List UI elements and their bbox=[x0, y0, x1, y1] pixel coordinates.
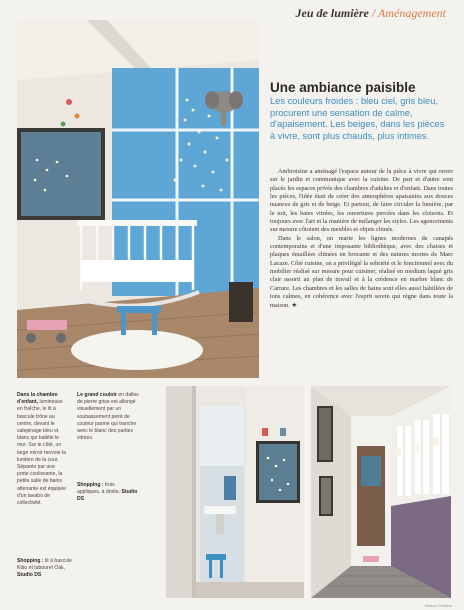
corridor-caption bbox=[77, 392, 139, 442]
shopping-label: Shopping : bbox=[17, 558, 44, 564]
section-header bbox=[296, 6, 446, 21]
article-title: Une ambiance paisible bbox=[270, 80, 416, 95]
child-bedroom-photo bbox=[17, 20, 259, 378]
shopping-caption-lights bbox=[77, 482, 139, 504]
child-room-caption bbox=[17, 392, 67, 507]
caption-heading: Le grand couloir bbox=[77, 392, 117, 398]
shopping-text: trois appliques, à droite, bbox=[77, 482, 121, 496]
bathroom-illustration bbox=[166, 386, 304, 598]
bathroom-photo bbox=[166, 386, 304, 598]
body-paragraph: Dans le salon, on marie les lignes modernes de canapés contemporains et d'une imposante bibliothèque, avec des chaises et plaques émaillées chinées en brocante et des natures mortes de Marc Lacaze. Côté cuisine, on a privilégié la sobriété et le fonctionnel avec du mobilier réalisé sur mesure pour cuisiner, réalisé en medium laqué gris clair assorti au plan de travail et à la crédence en marbre blanc de Carrare. Les chambres et les salles de bains sont elles aussi habillées de tons calmes, en cohérence avec l'esprit serein qui règne dans toute la maison. ★ bbox=[270, 234, 453, 309]
shopping-caption-crib bbox=[17, 558, 77, 580]
shopping-label: Shopping : bbox=[77, 482, 104, 488]
body-paragraph: Ambroisine a aménagé l'espace autour de la pièce à vivre qui ouvre sur le jardin et communique avec la cuisine. De part et d'autre sont placés les espaces privés des chambres d'adultes et d'enfant. Dans toutes les pièces, l'idée était de créer des atmosphères apaisantes aux douces nuances de gris et de beige. Et partout, de faire circuler la lumière, par le toit, les baies vitrées, les ouvertures percées dans les cloisons. Et toujours avec l'art et la manière de mélanger les styles. Les agencements sur mesure côtoient des meubles et objets chinés. bbox=[270, 168, 453, 234]
caption-heading: Dans la chambre d'enfant, bbox=[17, 392, 58, 406]
caption-text: lumineuse en fraîche, le lit à bascule trône au centre, devant le calepinage bleu et blanc qui habille le mur. Sur le côté, un large miroir renvoie la lumière de la cour. Séparée par une porte coulissante, la petite salle de bains attenante est équipée d'un lavabo de collectivité. bbox=[17, 399, 66, 507]
caption-text: en dalles de pierre grise est allongé visuellement par un soubassement peint de couleur parme qui tranche avec le blanc des parties vitrées. bbox=[77, 392, 139, 442]
shopping-brand: Studio DS bbox=[17, 572, 42, 579]
article-lead: Les couleurs froides : bleu ciel, gris bleu, procurent une sensation de calme, d'apaisement. Les beiges, dans les pièces à vivre, sont plus chauds, plus intimes. bbox=[270, 96, 445, 141]
article-body bbox=[270, 168, 453, 310]
section-separator: / bbox=[371, 6, 376, 20]
child-bedroom-illustration bbox=[17, 20, 259, 378]
shopping-text: lit à bascule Kibu et tabouret Oak, bbox=[17, 558, 72, 572]
corridor-illustration bbox=[311, 386, 451, 598]
section-category: Aménagement bbox=[378, 6, 446, 20]
page-footer: Maison Créative bbox=[424, 604, 452, 608]
shopping-brand: Studio DS bbox=[77, 489, 138, 503]
section-kicker: Jeu de lumière bbox=[295, 6, 369, 20]
corridor-photo bbox=[311, 386, 451, 598]
